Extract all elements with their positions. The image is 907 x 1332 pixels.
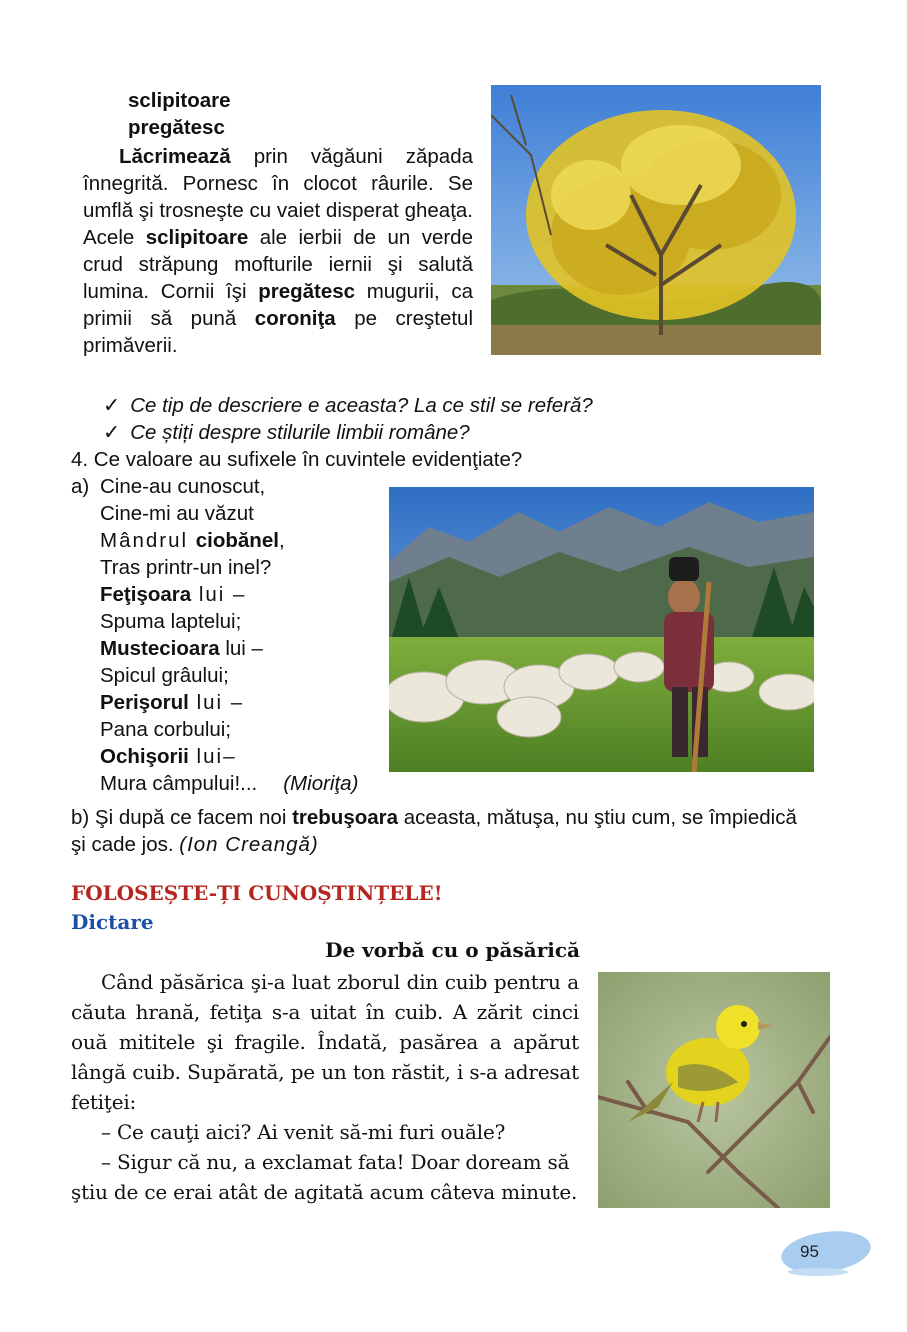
dictation-text [71,967,579,1207]
story-title: De vorbă cu o păsărică [325,938,580,962]
section-subheading: Dictare [71,910,154,934]
dictation-paragraph: – Sigur că nu, a exclamat fata! Doar doream să ştiu de ce erai atât de agitată acum câteva minute. [71,1150,578,1204]
poem-line: Cine-au cunoscut, [100,475,266,498]
check-mark-icon: ✓ [103,421,121,444]
poem-line: Spuma laptelui; [100,610,242,633]
poem-line: Perişorul lui – [100,691,245,714]
highlight-word-pregatesc: pregătesc [128,116,225,139]
question-item-2: ✓ Ce știți despre stilurile limbii române? [103,421,470,444]
poem-line: Pana corbului; [100,718,232,741]
miorita-poem [100,473,358,797]
poem-line: Feţişoara lui – [100,583,247,606]
highlight-word-sclipitoare: sclipitoare [128,89,231,112]
poem-line: Mândrul ciobănel, [100,529,285,552]
item-b-text: b) Şi după ce facem noi trebuşoara aceasta, mătuşa, nu ştiu cum, se împiedică şi cade jos. (Ion Creangă) [71,806,797,856]
shepherd-sheep-photo [389,487,814,772]
poem-source: (Mioriţa) [283,772,359,795]
poem-line: Cine-mi au văzut [100,502,254,525]
poem-line: Spicul grâului; [100,664,229,687]
item-a-marker: a) [71,475,90,498]
dictation-paragraph: Când păsărica şi-a luat zborul din cuib pentru a căuta hrană, fetiţa s-a uitat în cuib. A zărit cinci ouă mititele şi fragile. Îndată, pasărea a apărut lângă cuib. Supărată, pe un ton răstit, i s-a adresat fetiţei: [71,970,579,1114]
page-number-badge [778,1228,874,1278]
check-mark-icon: ✓ [103,394,121,417]
flowering-tree-photo [491,85,821,355]
section-heading: FOLOSEȘTE-ȚI CUNOȘTINȚELE! [71,881,443,905]
yellow-bird-photo [598,972,830,1208]
poem-line: Tras printr-un inel? [100,556,272,579]
exercise-4-title: 4. Ce valoare au sufixele în cuvintele evidenţiate? [71,448,523,471]
poem-line: Ochişorii lui– [100,745,237,768]
page-number: 95 [800,1242,819,1261]
dictation-paragraph: – Ce cauţi aici? Ai venit să-mi furi ouăle? [101,1120,506,1144]
spring-description-paragraph: Lăcrimează prin văgăuni zăpada înnegrită. Pornesc în clocot râurile. Se umflă şi trosneşte cu vaiet disperat gheaţa. Acele sclipitoare ale ierbii de un verde crud străpung mofturile iernii şi salută lumina. Cornii îşi pregătesc mugurii, ca primii să pună coroniţa pe creştetul primăverii. [83,145,473,357]
question-item-1: ✓ Ce tip de descriere e aceasta? La ce stil se referă? [103,394,593,417]
poem-line: Mustecioara lui – [100,637,263,660]
poem-line: Mura câmpului!... (Mioriţa) [100,772,359,795]
